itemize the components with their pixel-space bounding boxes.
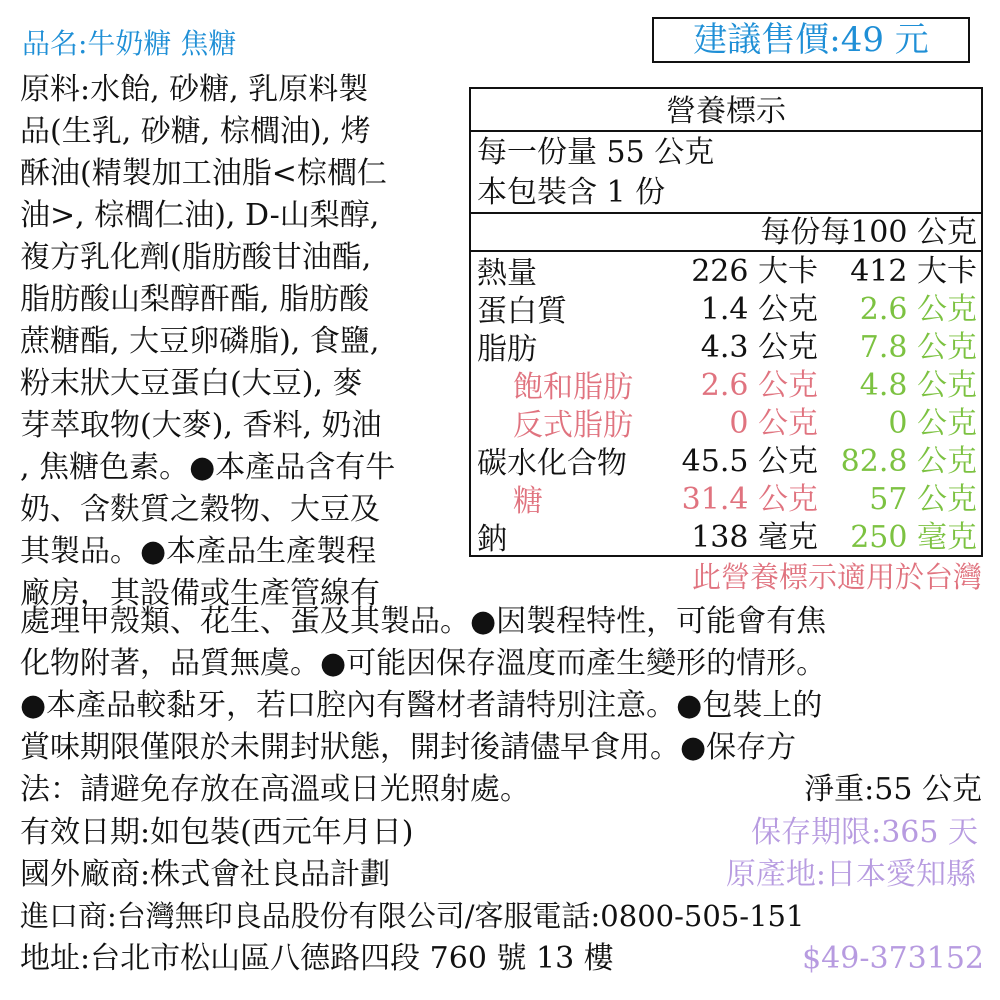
sodium-per-100g: 250 毫克 [850, 520, 977, 555]
energy-per-100g: 412 大卡 [850, 254, 977, 289]
sugar-per-100g: 57 公克 [869, 482, 977, 517]
product-name: 品名:牛奶糖 焦糖 [22, 27, 237, 60]
fat-per-serving: 4.3 公克 [700, 330, 818, 365]
fat-per-100g: 7.8 公克 [859, 330, 977, 365]
saturated-fat-per-100g: 4.8 公克 [859, 368, 977, 403]
nutrition-applicability-note: 此營養標示適用於台灣 [691, 560, 982, 594]
sugar-per-serving: 31.4 公克 [681, 482, 818, 517]
carbohydrate-per-100g: 82.8 公克 [840, 444, 977, 479]
carbohydrate-per-serving: 45.5 公克 [681, 444, 818, 479]
importer: 進口商:台灣無印良品股份有限公司/客服電話:0800-505-151 [20, 899, 805, 933]
suggested-price: 建議售價:49 元 [652, 17, 970, 63]
divider [471, 212, 981, 214]
protein-per-serving: 1.4 公克 [700, 292, 818, 327]
protein-per-100g: 2.6 公克 [859, 292, 977, 327]
address: 地址:台北市松山區八德路四段 760 號 13 樓 [20, 941, 614, 976]
barcode-price: $49-373152 [802, 941, 984, 976]
nutrient-name-sugar: 糖 [513, 484, 543, 519]
ingredients-line: 其製品。●本產品生產製程 [20, 534, 377, 569]
nutrient-name-sodium: 鈉 [477, 522, 507, 557]
nutrient-name-fat: 脂肪 [477, 332, 537, 367]
ingredients-line: 原料:水飴, 砂糖, 乳原料製 [20, 72, 369, 107]
notice-line: ●本產品較黏牙，若口腔內有醫材者請特別注意。●包裝上的 [20, 688, 823, 723]
nutrition-facts-table [469, 87, 983, 557]
nutrient-name-protein: 蛋白質 [477, 294, 567, 329]
foreign-manufacturer: 國外廠商:株式會社良品計劃 [20, 857, 391, 892]
serving-size: 每一份量 55 公克 [477, 135, 715, 170]
saturated-fat-per-serving: 2.6 公克 [700, 368, 818, 403]
ingredients-line: 奶、含麩質之穀物、大豆及 [20, 492, 380, 527]
ingredients-line: 酥油(精製加工油脂<棕櫚仁 [20, 156, 387, 191]
notice-line: 賞味期限僅限於未開封狀態，開封後請儘早食用。●保存方 [20, 730, 797, 765]
divider [471, 130, 981, 132]
nutrient-name-energy: 熱量 [477, 256, 537, 291]
nutrition-title: 營養標示 [666, 94, 786, 129]
country-of-origin: 原產地:日本愛知縣 [725, 857, 976, 892]
shelf-life: 保存期限:365 天 [751, 815, 978, 850]
ingredients-line: 芽萃取物(大麥), 香料, 奶油 [20, 408, 382, 443]
ingredients-line: 油>, 棕櫚仁油), D-山梨醇, [20, 198, 380, 233]
ingredients-line: 脂肪酸山梨醇酐酯, 脂肪酸 [20, 282, 370, 317]
ingredients-line: 蔗糖酯, 大豆卵磷脂), 食鹽, [20, 324, 380, 359]
servings-per-package: 本包裝含 1 份 [477, 175, 666, 210]
nutrient-name-saturated-fat: 飽和脂肪 [513, 370, 633, 405]
expiry-date: 有效日期:如包裝(西元年月日) [20, 815, 414, 850]
column-header: 每份每100 公克 [760, 215, 977, 250]
notice-line: 處理甲殼類、花生、蛋及其製品。●因製程特性，可能會有焦 [20, 604, 827, 639]
energy-per-serving: 226 大卡 [691, 254, 818, 289]
sodium-per-serving: 138 毫克 [691, 520, 818, 555]
trans-fat-per-serving: 0 公克 [729, 406, 818, 441]
nutrient-name-carbohydrate: 碳水化合物 [477, 446, 627, 481]
net-weight: 淨重:55 公克 [804, 772, 982, 807]
nutrient-name-trans-fat: 反式脂肪 [513, 408, 633, 443]
divider [471, 250, 981, 252]
ingredients-line: 品(生乳, 砂糖, 棕櫚油), 烤 [20, 114, 371, 149]
notice-line: 法：請避免存放在高溫或日光照射處。 [20, 772, 530, 807]
ingredients-line: 複方乳化劑(脂肪酸甘油酯, [20, 240, 372, 275]
ingredients-line: 粉末狀大豆蛋白(大豆), 麥 [20, 366, 363, 401]
ingredients-line: , 焦糖色素。●本產品含有牛 [20, 450, 396, 485]
ingredients-line: 廠房，其設備或生產管線有 [20, 576, 380, 611]
notice-line: 化物附著，品質無虞。●可能因保存溫度而產生變形的情形。 [20, 646, 827, 681]
trans-fat-per-100g: 0 公克 [888, 406, 977, 441]
